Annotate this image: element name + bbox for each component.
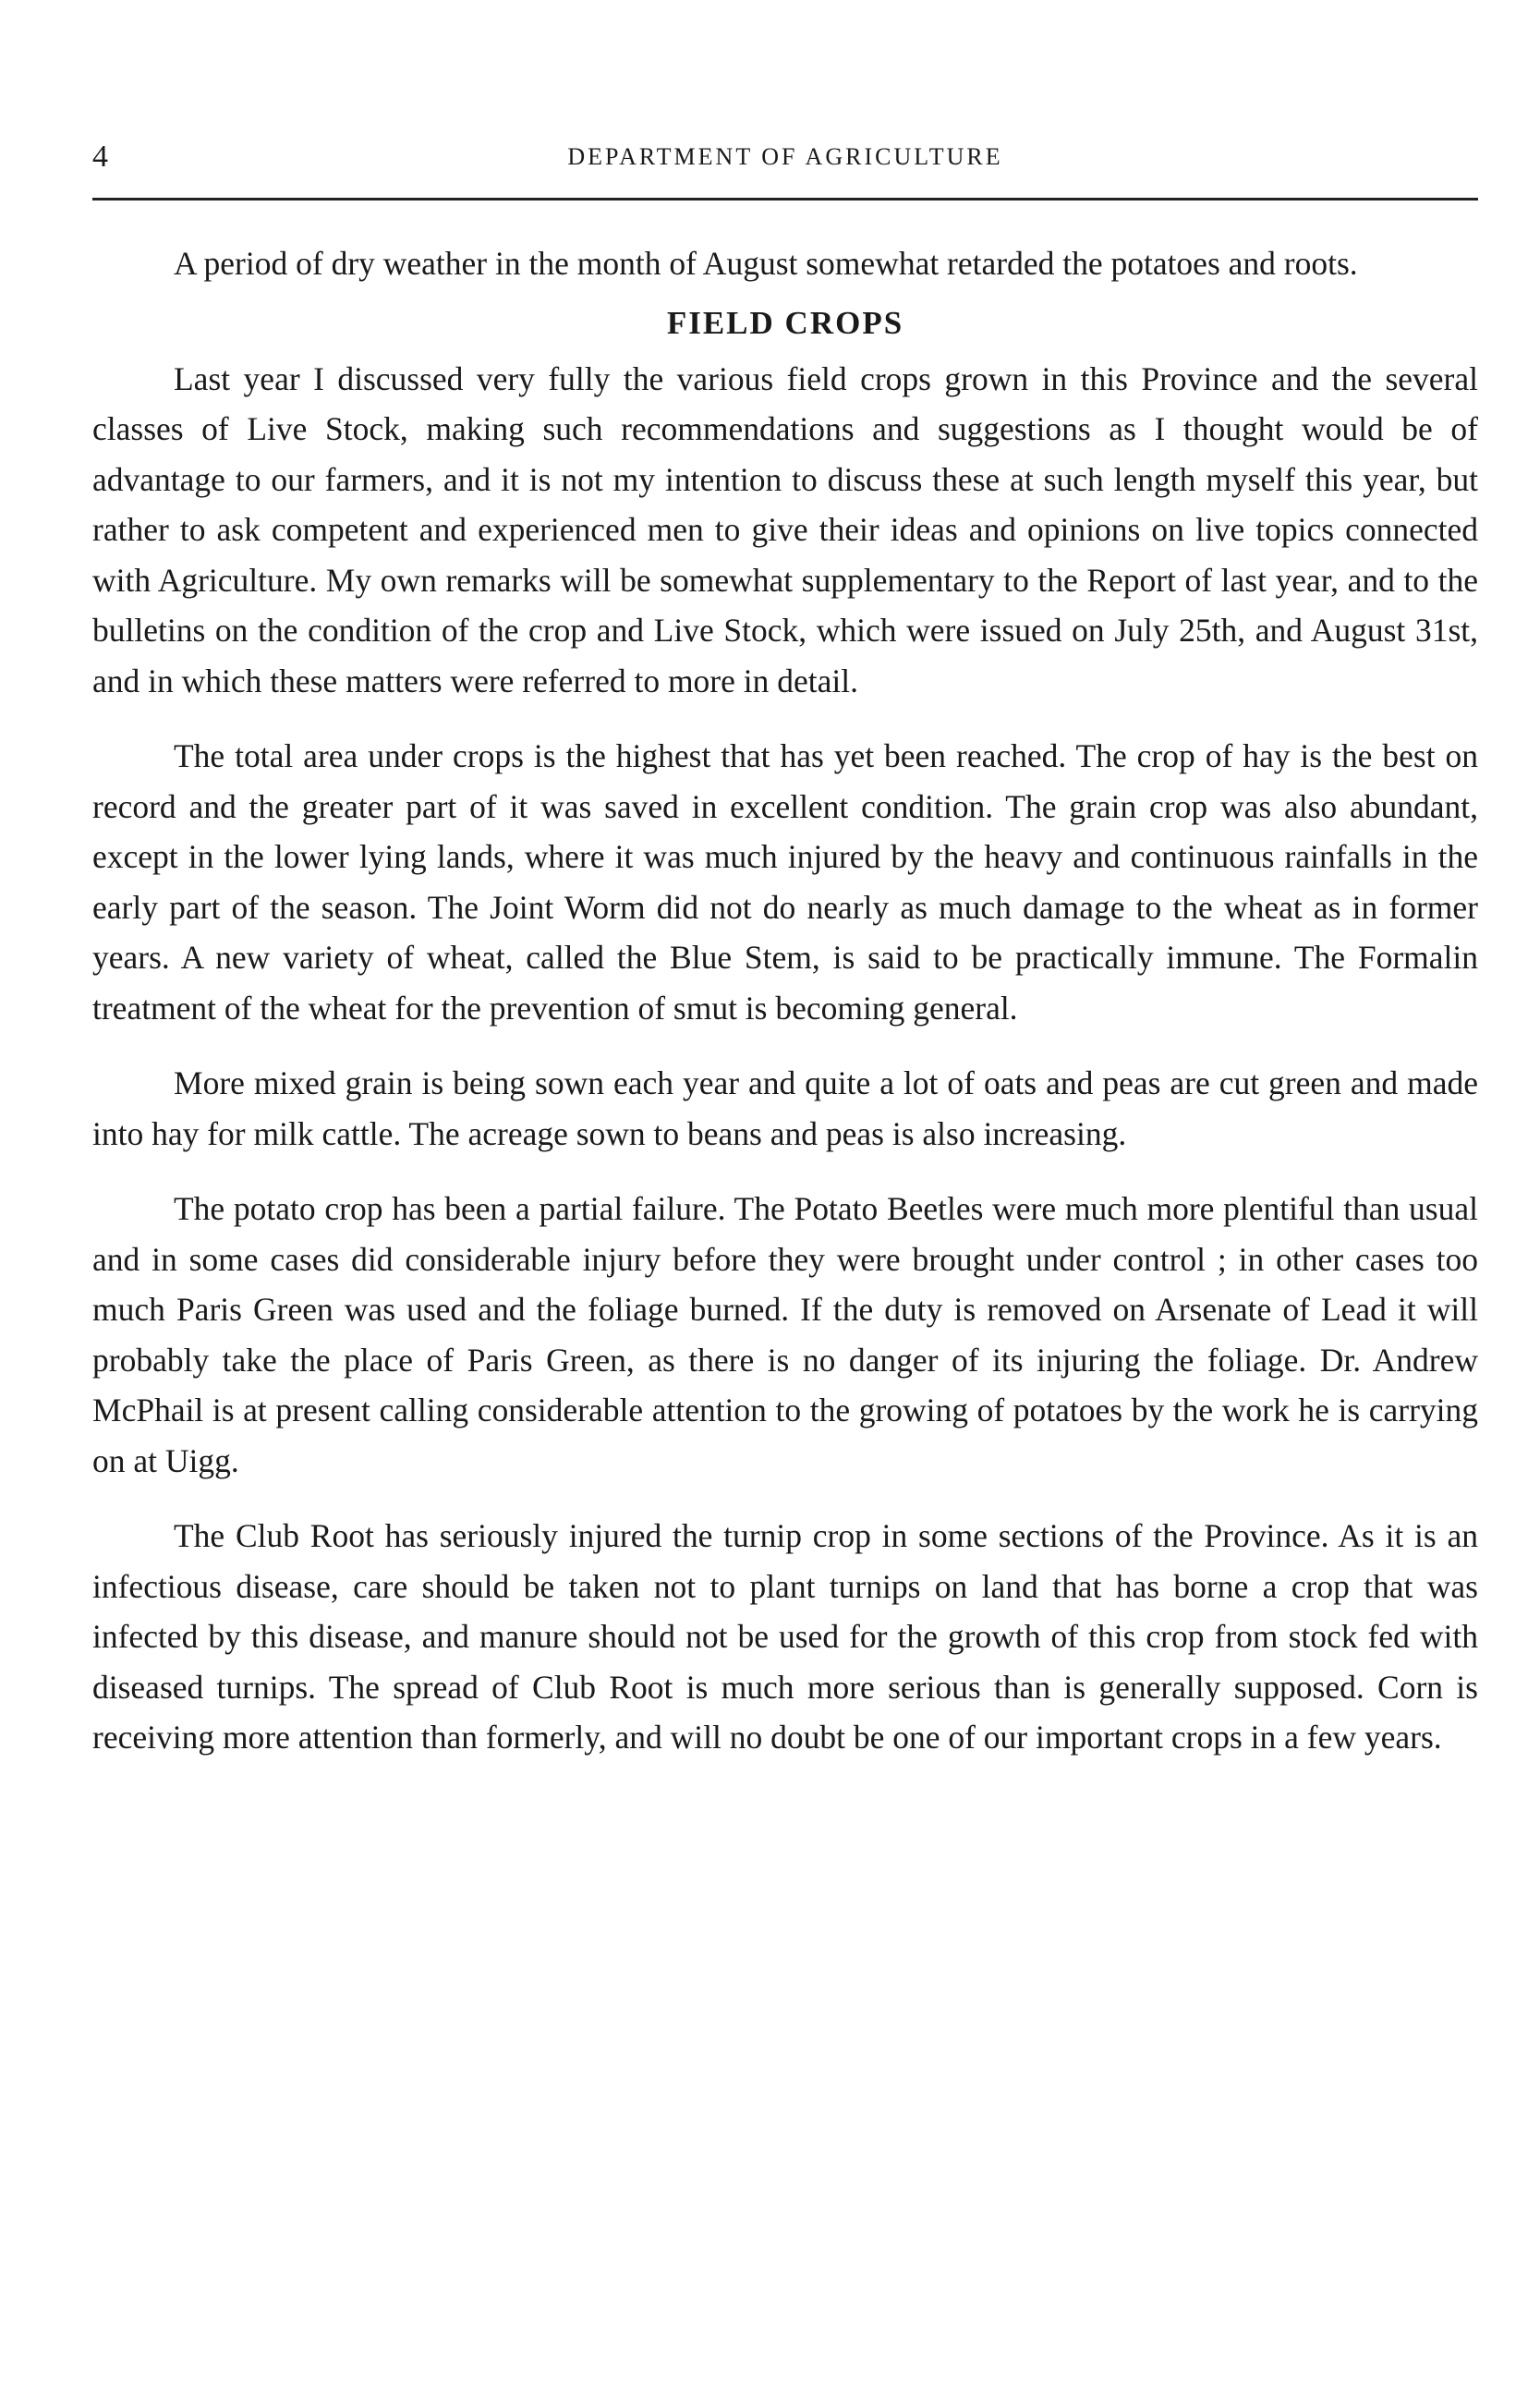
page-number: 4 <box>92 140 108 174</box>
intro-paragraph: A period of dry weather in the month of August somewhat retarded the potatoes and roots. <box>174 245 1358 282</box>
paragraph-field-crops-overview: Last year I discussed very fully the various field crops grown in this Province and the several classes of Live Stock, making such recommendations and suggestions as I thought would be of advantage to our farmers, and it is not my intention to discuss these at such length myself this year, but rather to ask competent and experienced men to give their ideas and opinions on live topics connected with Agriculture. My own remarks will be somewhat supplementary to the Report of last year, and to the bulletins on the condition of the crop and Live Stock, which were issued on July 25th, and August 31st, and in which these matters were referred to more in detail. <box>92 359 1478 699</box>
paragraph-potato-crop: The potato crop has been a partial failure. The Potato Beetles were much more plentiful than usual and in some cases did considerable injury before they were brought under control ; in other cases too much Paris Green was used and the foliage burned. If the duty is removed on Arsenate of Lead it will probably take the place of Paris Green, as there is no danger of its injuring the foliage. Dr. Andrew McPhail is at present calling considerable attention to the growing of potatoes by the work he is carrying on at Uigg. <box>92 1190 1478 1479</box>
page-header <box>92 137 1478 177</box>
running-head: DEPARTMENT OF AGRICULTURE <box>567 143 1003 170</box>
paragraph-crop-area: The total area under crops is the highest that has yet been reached. The crop of hay is the best on record and the greater part of it was saved in excellent condition. The grain crop was also abundant, except in the lower lying lands, where it was much injured by the heavy and continuous rainfalls in the early part of the season. The Joint Worm did not do nearly as much damage to the wheat as in former years. A new variety of wheat, called the Blue Stem, is said to be practically immune. The Formalin treatment of the wheat for the prevention of smut is becoming general. <box>92 737 1478 1027</box>
body-text <box>92 238 1478 1763</box>
header-rule <box>92 198 1478 201</box>
paragraph-mixed-grain: More mixed grain is being sown each year and quite a lot of oats and peas are cut green and made into hay for milk cattle. The acreage sown to beans and peas is also increasing. <box>92 1064 1478 1152</box>
section-title: FIELD CROPS <box>666 304 904 341</box>
paragraph-club-root: The Club Root has seriously injured the turnip crop in some sections of the Province. As it is an infectious disease, care should be taken not to plant turnips on land that has borne a crop that was infected by this disease, and manure should not be used for the growth of this crop from stock fed with diseased turnips. The spread of Club Root is much more serious than is generally supposed. Corn is receiving more attention than formerly, and will no doubt be one of our important crops in a few years. <box>92 1517 1478 1756</box>
